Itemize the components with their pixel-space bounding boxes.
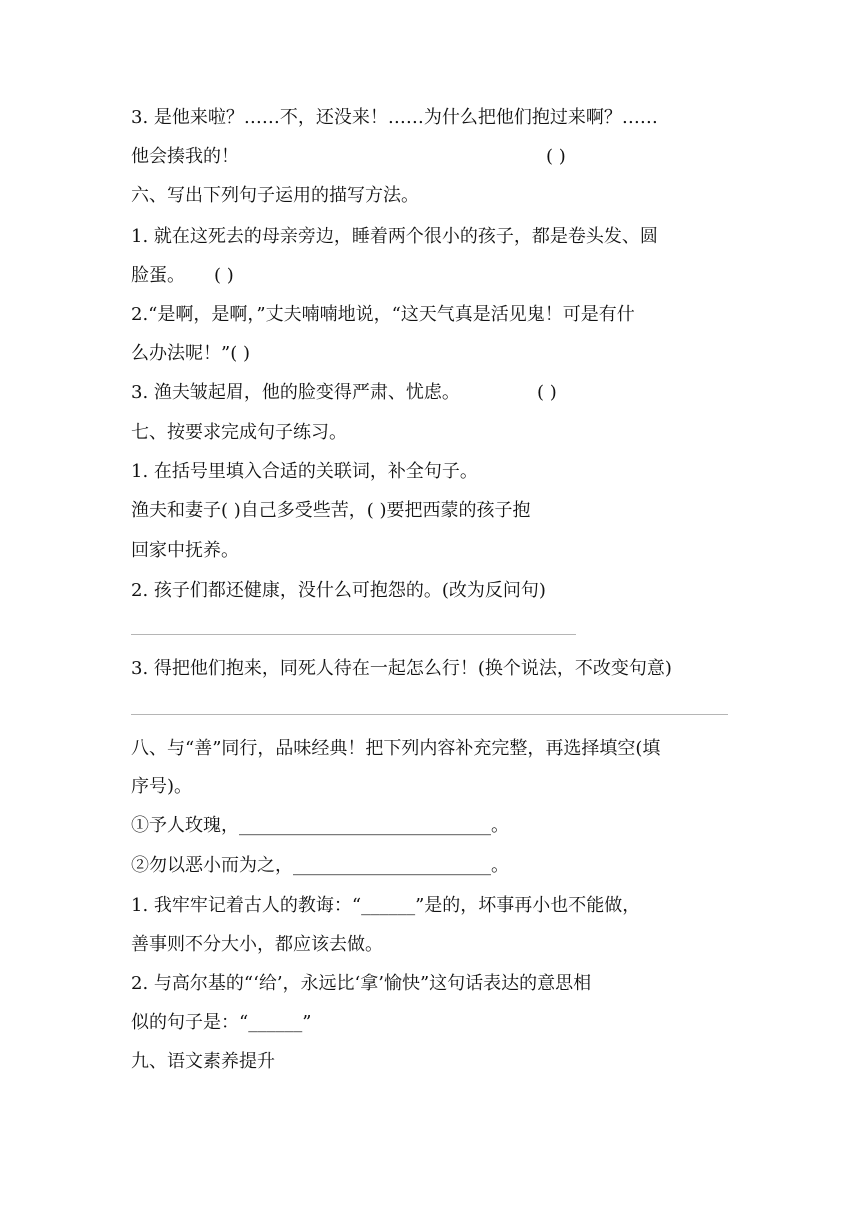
q8-fill2: ②勿以恶小而为之，______________________。 bbox=[131, 855, 509, 876]
q6-item1-answer-paren: ( ) bbox=[214, 265, 234, 286]
q5-item3-line1: 3. 是他来啦？……不，还没来！……为什么把他们抱过来啊？…… bbox=[131, 107, 658, 128]
q6-item1-line2: 脸蛋。 bbox=[131, 265, 185, 286]
q7-item3-answer-line[interactable] bbox=[131, 714, 728, 715]
q7-item3: 3. 得把他们抱来，同死人待在一起怎么行！(换个说法，不改变句意) bbox=[131, 658, 672, 679]
q6-item3-answer-paren: ( ) bbox=[537, 382, 557, 403]
q6-item1-line1: 1. 就在这死去的母亲旁边，睡着两个很小的孩子，都是卷头发、圆 bbox=[131, 226, 658, 247]
q8-heading-line1: 八、与“善”同行，品味经典！把下列内容补充完整，再选择填空(填 bbox=[131, 738, 661, 759]
q7-item2: 2. 孩子们都还健康，没什么可抱怨的。(改为反问句) bbox=[131, 580, 546, 601]
q8-item1-line1: 1. 我牢牢记着古人的教诲：“______”是的，坏事再小也不能做， bbox=[131, 895, 641, 916]
q6-heading: 六、写出下列句子运用的描写方法。 bbox=[131, 185, 419, 206]
q6-item3: 3. 渔夫皱起眉，他的脸变得严肃、忧虑。 bbox=[131, 382, 460, 403]
q7-item1-title: 1. 在括号里填入合适的关联词，补全句子。 bbox=[131, 461, 478, 482]
q8-fill1: ①予人玫瑰，____________________________。 bbox=[131, 815, 509, 836]
q8-item2-line2: 似的句子是：“______” bbox=[131, 1012, 312, 1033]
q7-item1-line2: 回家中抚养。 bbox=[131, 540, 239, 561]
q9-heading: 九、语文素养提升 bbox=[131, 1051, 275, 1072]
q6-item2-line2: 么办法呢！”( ) bbox=[131, 343, 250, 364]
q8-item1-line2: 善事则不分大小，都应该去做。 bbox=[131, 934, 383, 955]
q8-heading-line2: 序号)。 bbox=[131, 776, 193, 797]
q5-item3-answer-paren: ( ) bbox=[546, 146, 566, 167]
q7-item1-line1: 渔夫和妻子( )自己多受些苦，( )要把西蒙的孩子抱 bbox=[131, 500, 531, 521]
q8-item2-line1: 2. 与高尔基的“‘给’，永远比‘拿’愉快”这句话表达的意思相 bbox=[131, 973, 592, 994]
q5-item3-line2: 他会揍我的！ bbox=[131, 146, 239, 167]
q7-item2-answer-line[interactable] bbox=[131, 634, 576, 635]
q6-item2-line1: 2.“是啊，是啊，”丈夫喃喃地说，“这天气真是活见鬼！可是有什 bbox=[131, 304, 635, 325]
q7-heading: 七、按要求完成句子练习。 bbox=[131, 422, 347, 443]
